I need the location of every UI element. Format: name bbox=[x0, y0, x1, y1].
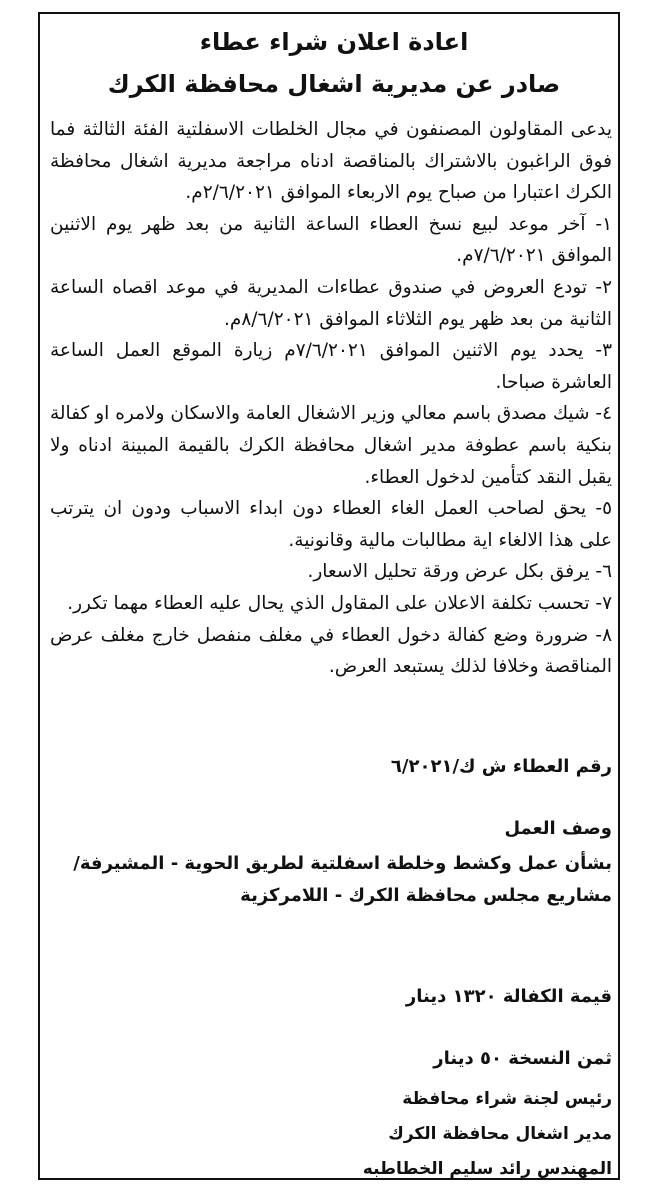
condition-item-1: ١- آخر موعد لبيع نسخ العطاء الساعة الثانية من بعد ظهر يوم الاثنين الموافق ٧/٦/٢٠٢١م. bbox=[50, 213, 612, 267]
condition-item-2: ٢- تودع العروض في صندوق عطاءات المديرية في موعد اقصاه الساعة الثانية من بعد ظهر يوم الثلاثاء الموافق ٨/٦/٢٠٢١م. bbox=[50, 276, 612, 330]
signature-line-committee: رئيس لجنة شراء محافظة bbox=[402, 1089, 612, 1109]
guarantee-value: قيمة الكفالة ١٣٢٠ دينار bbox=[405, 986, 612, 1007]
signature-block bbox=[363, 1082, 612, 1187]
announcement-issuer: صادر عن مديرية اشغال محافظة الكرك bbox=[107, 70, 561, 98]
condition-item-6: ٦- يرفق بكل عرض ورقة تحليل الاسعار. bbox=[307, 561, 612, 583]
condition-item-4: ٤- شيك مصدق باسم معالي وزير الاشغال العامة والاسكان ولامره او كفالة بنكية باسم عطوفة مدير اشغال محافظة الكرك بالقيمة المبينة ادناه ولا يقبل النقد كتأمين لدخول العطاء. bbox=[50, 403, 612, 488]
work-description-heading: وصف العمل bbox=[504, 818, 612, 839]
announcement-body bbox=[50, 114, 612, 683]
tender-number: رقم العطاء ش ك/٦/٢٠٢١ bbox=[390, 756, 612, 777]
signature-line-engineer: المهندس رائد سليم الخطاطبه bbox=[362, 1159, 612, 1179]
condition-item-5: ٥- يحق لصاحب العمل الغاء العطاء دون ابداء الاسباب ودون ان يترتب على هذا الالغاء اية مطالبات مالية وقانونية. bbox=[50, 498, 612, 551]
intro-paragraph: يدعى المقاولون المصنفون في مجال الخلطات الاسفلتية الفئة الثالثة فما فوق الراغبون بالاشتراك بالمناقصة ادناه مراجعة مديرية اشغال محافظة الكرك اعتبارا من صباح يوم الاربعاء الموافق ٢/٦/٢٠٢١م. bbox=[50, 119, 612, 204]
condition-item-8: ٨- ضرورة وضع كفالة دخول العطاء في مغلف منفصل خارج مغلف عرض المناقصة وخلافا لذلك يستبعد العرض. bbox=[50, 624, 612, 678]
condition-item-7: ٧- تحسب تكلفة الاعلان على المقاول الذي يحال عليه العطاء مهما تكرر. bbox=[67, 592, 612, 614]
work-description: بشأن عمل وكشط وخلطة اسفلتية لطريق الحوية - المشيرفة/ مشاريع مجلس محافظة الكرك - اللامركزية bbox=[73, 853, 612, 906]
copy-price: ثمن النسخة ٥٠ دينار bbox=[433, 1048, 612, 1069]
announcement-title: اعادة اعلان شراء عطاء bbox=[199, 28, 469, 56]
condition-item-3: ٣- يحدد يوم الاثنين الموافق ٧/٦/٢٠٢١م زيارة الموقع العمل الساعة العاشرة صباحا. bbox=[50, 340, 613, 393]
signature-line-director: مدير اشغال محافظة الكرك bbox=[388, 1124, 612, 1144]
